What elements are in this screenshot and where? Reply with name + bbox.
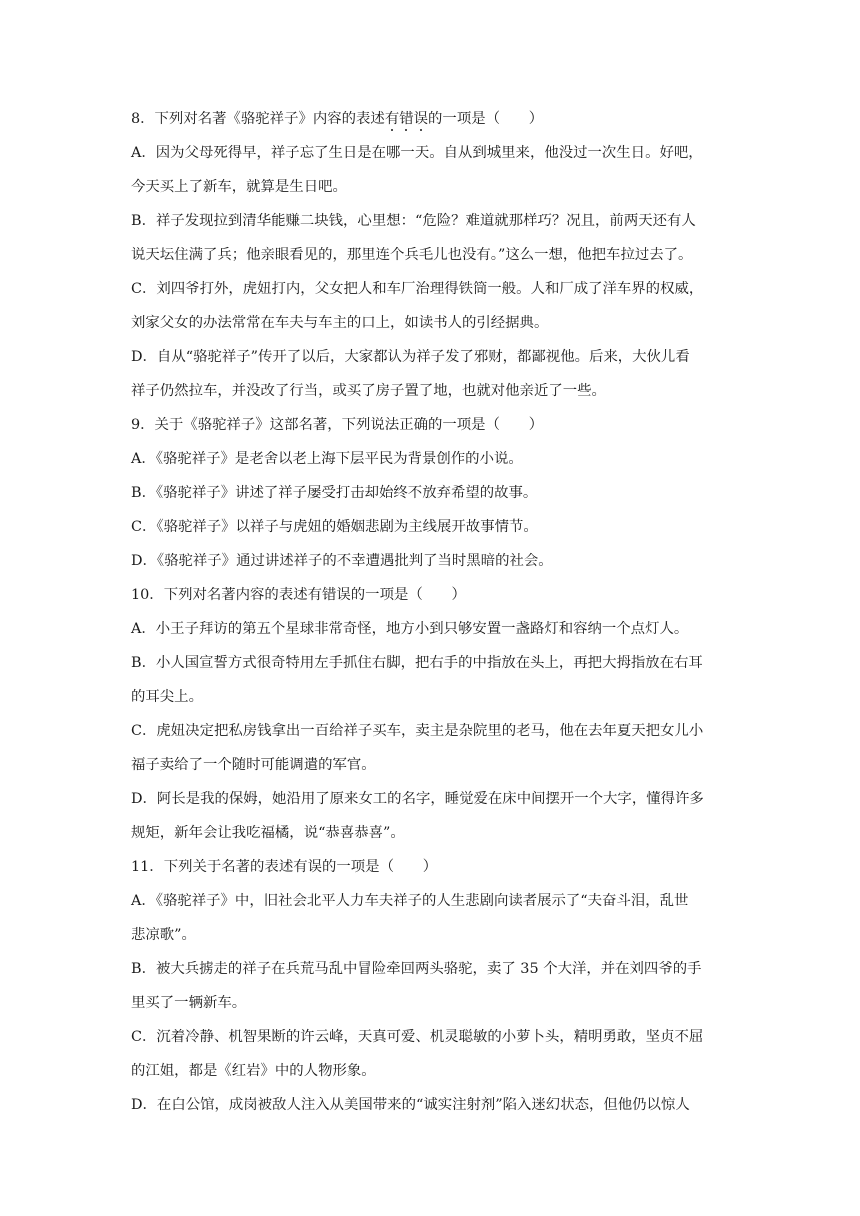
option-line: 福子卖给了一个随时可能调遣的军官。 bbox=[131, 757, 376, 773]
option-line: B．被大兵掳走的祥子在兵荒马乱中冒险牵回两头骆驼，卖了 35 个大洋，并在刘四爷的手 bbox=[131, 961, 702, 977]
option-line: 的耳尖上。 bbox=[131, 689, 203, 705]
option-line: A．小王子拜访的第五个星球非常奇怪，地方小到只够安置一盏路灯和容纳一个点灯人。 bbox=[131, 621, 689, 637]
emphasis-char: 误 bbox=[413, 111, 429, 127]
option-line: D．在白公馆，成岗被敌人注入从美国带来的“诚实注射剂”陷入迷幻状态，但他仍以惊人 bbox=[131, 1097, 690, 1113]
option-line: A．《骆驼祥子》是老舍以老上海下层平民为背景创作的小说。 bbox=[131, 451, 523, 467]
option-line: 里买了一辆新车。 bbox=[131, 995, 247, 1011]
option-line: 规矩，新年会让我吃福橘，说“恭喜恭喜”。 bbox=[131, 825, 405, 841]
option-line: B．小人国宣誓方式很奇特用左手抓住右脚，把右手的中指放在头上，再把大拇指放在右耳 bbox=[131, 655, 703, 671]
option-line: C．沉着冷静、机智果断的许云峰，天真可爱、机灵聪敏的小萝卜头，精明勇敢，坚贞不屈 bbox=[131, 1029, 704, 1045]
option-line: A．因为父母死得早，祥子忘了生日是在哪一天。自从到城里来，他没过一次生日。好吧， bbox=[131, 145, 703, 161]
stem-text: 8．下列对名著《骆驼祥子》内容的表述 bbox=[131, 111, 385, 127]
question-list bbox=[131, 106, 731, 1126]
stem-text: 的一项是（ ） bbox=[428, 111, 544, 127]
option-line: B．祥子发现拉到清华能赚二块钱，心里想：“危险？难道就那样巧？况且，前两天还有人 bbox=[131, 213, 696, 229]
option-line: 刘家父女的办法常常在车夫与车主的口上，如读书人的引经据典。 bbox=[131, 315, 549, 331]
emphasis-char: 错 bbox=[399, 111, 414, 127]
question-10-stem: 10．下列对名著内容的表述有错误的一项是（ ） bbox=[131, 587, 466, 603]
option-line: D．《骆驼祥子》通过讲述祥子的不幸遭遇批判了当时黑暗的社会。 bbox=[131, 553, 553, 569]
option-line: 的江姐，都是《红岩》中的人物形象。 bbox=[131, 1063, 376, 1079]
option-line: D．自从“骆驼祥子”传开了以后，大家都认为祥子发了邪财，都鄙视他。后来，大伙儿看 bbox=[131, 349, 690, 365]
question-11-stem: 11．下列关于名著的表述有误的一项是（ ） bbox=[131, 859, 438, 875]
question-9-stem: 9．关于《骆驼祥子》这部名著，下列说法正确的一项是（ ） bbox=[131, 417, 544, 433]
option-line: 祥子仍然拉车，并没改了行当，或买了房子置了地，也就对他亲近了一些。 bbox=[131, 383, 606, 399]
option-line: A．《骆驼祥子》中，旧社会北平人力车夫祥子的人生悲剧向读者展示了“夫奋斗泪，乱世 bbox=[131, 893, 689, 909]
option-line: 今天买上了新车，就算是生日吧。 bbox=[131, 179, 347, 195]
emphasis-char: 有 bbox=[384, 111, 400, 127]
option-line: C．虎妞决定把私房钱拿出一百给祥子买车，卖主是杂院里的老马，他在去年夏天把女儿小 bbox=[131, 723, 704, 739]
question-8-stem bbox=[131, 106, 731, 140]
option-line: D．阿长是我的保姆，她沿用了原来女工的名字，睡觉爱在床中间摆开一个大字，懂得许多 bbox=[131, 791, 704, 807]
option-line: B．《骆驼祥子》讲述了祥子屡受打击却始终不放弃希望的故事。 bbox=[131, 485, 538, 501]
option-line: C．刘四爷打外，虎妞打内，父女把人和车厂治理得铁筒一般。人和厂成了洋车界的权威， bbox=[131, 281, 704, 297]
option-line: C．《骆驼祥子》以祥子与虎妞的婚姻悲剧为主线展开故事情节。 bbox=[131, 519, 538, 535]
option-line: 说天坛住满了兵；他亲眼看见的，那里连个兵毛儿也没有。”这么一想，他把车拉过去了。 bbox=[131, 247, 693, 263]
option-line: 悲凉歌”。 bbox=[131, 927, 196, 943]
